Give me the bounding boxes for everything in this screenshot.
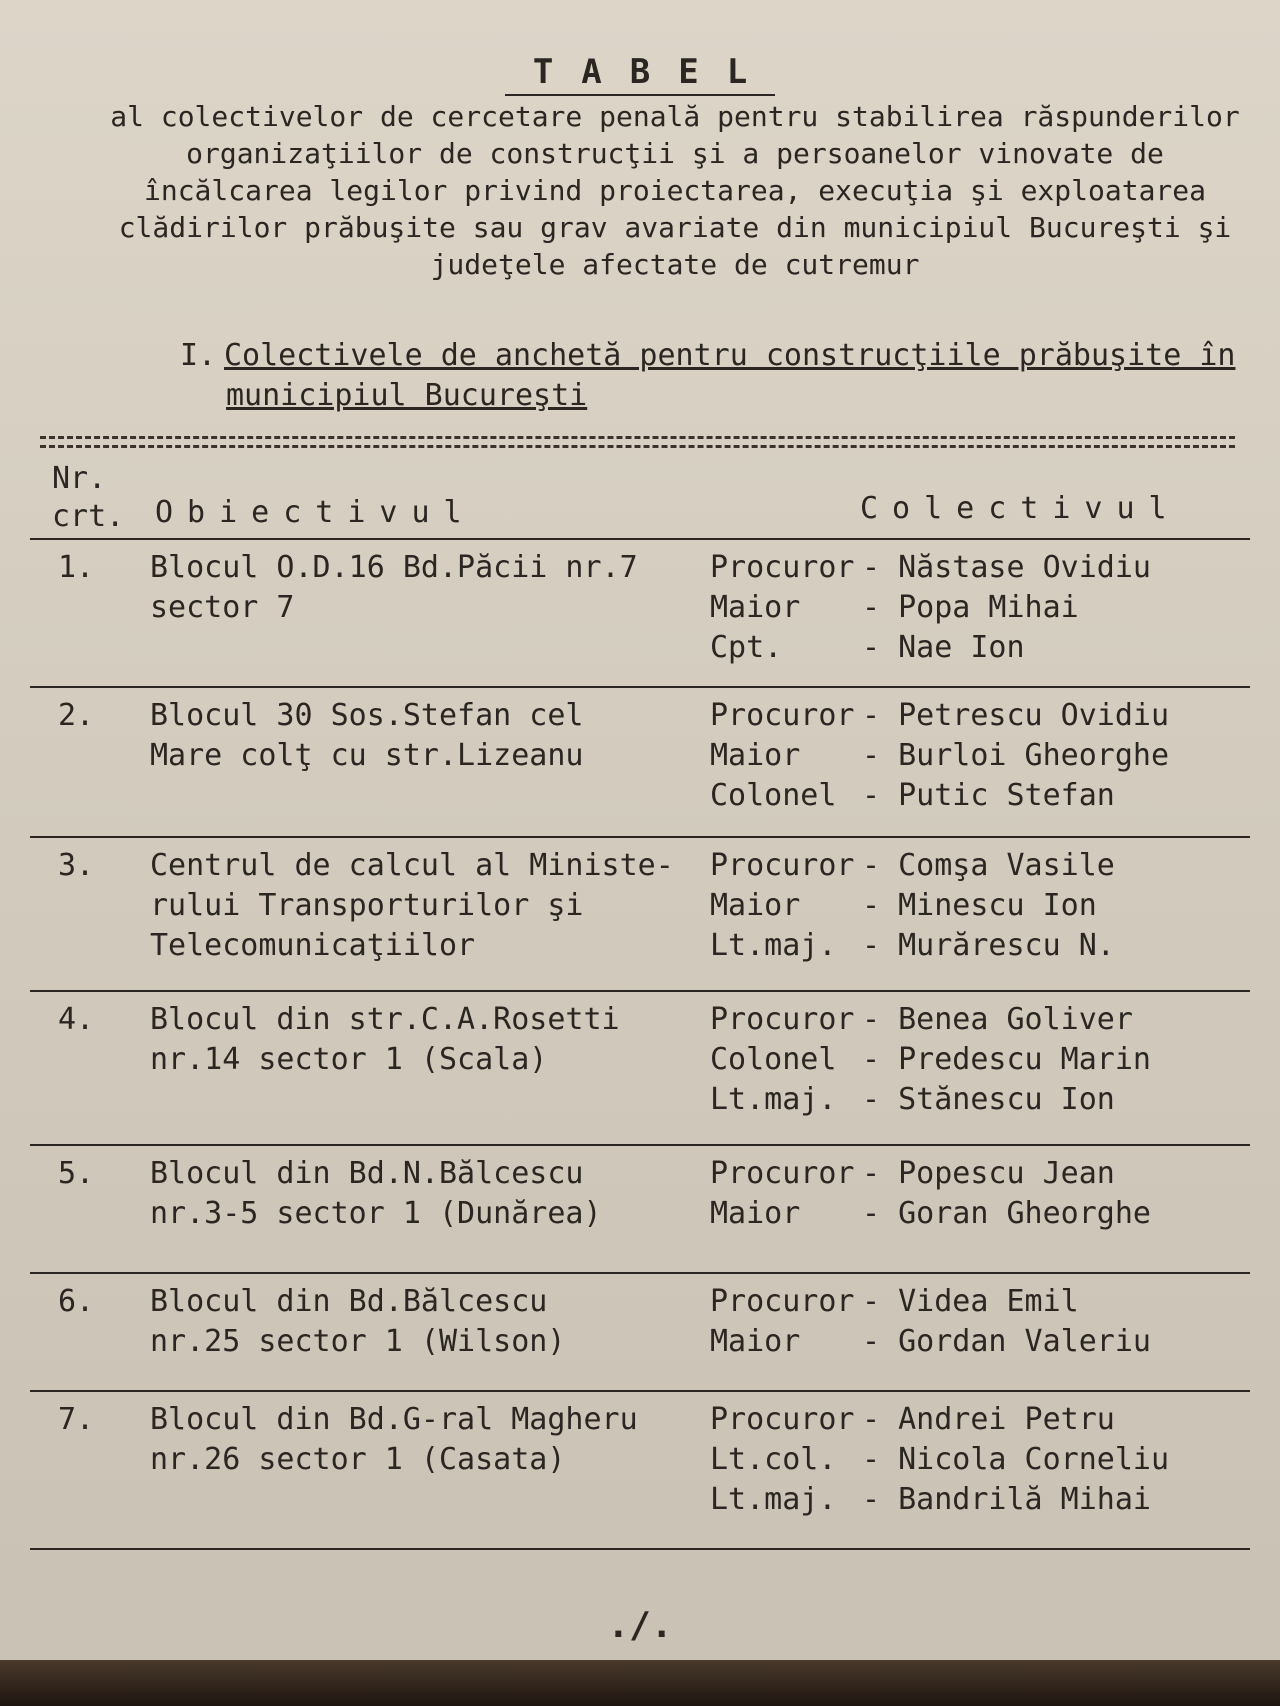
member-rank: Procuror — [710, 698, 855, 733]
objective-line: sector 7 — [150, 590, 295, 625]
row-number: 1. — [58, 550, 95, 585]
row-objective — [150, 846, 710, 966]
row-ranks — [710, 1282, 855, 1362]
row-ranks — [710, 696, 855, 816]
row-number: 7. — [58, 1402, 95, 1437]
member-name: - Benea Goliver — [862, 1002, 1133, 1037]
section-title-line-1: Colectivele de anchetă pentru construcţiile prăbuşite în — [224, 338, 1236, 373]
member-name: - Predescu Marin — [862, 1042, 1151, 1077]
member-rank: Colonel — [710, 778, 837, 813]
member-name: - Murărescu N. — [862, 928, 1115, 963]
member-rank: Maior — [710, 1196, 801, 1231]
member-name: - Putic Stefan — [862, 778, 1115, 813]
member-name: - Videa Emil — [862, 1284, 1079, 1319]
member-rank: Lt.maj. — [710, 1482, 837, 1517]
row-divider — [30, 1144, 1250, 1146]
row-objective — [150, 1400, 710, 1480]
row-number: 5. — [58, 1156, 95, 1191]
row-divider — [30, 1272, 1250, 1274]
section-title-line-2: municipiul Bucureşti — [226, 378, 588, 413]
objective-line: nr.25 sector 1 (Wilson) — [150, 1324, 566, 1359]
member-name: - Nicola Corneliu — [862, 1442, 1170, 1477]
row-divider — [30, 1390, 1250, 1392]
member-rank: Procuror — [710, 1402, 855, 1437]
row-number: 4. — [58, 1002, 95, 1037]
member-rank: Maior — [710, 1324, 801, 1359]
member-rank: Cpt. — [710, 630, 783, 665]
row-divider — [30, 686, 1250, 688]
row-objective — [150, 548, 710, 628]
member-name: - Bandrilă Mihai — [862, 1482, 1151, 1517]
member-name: - Nae Ion — [862, 630, 1025, 665]
row-ranks — [710, 1154, 855, 1234]
objective-line: Centrul de calcul al Ministe- — [150, 848, 674, 883]
row-names — [862, 696, 1169, 816]
member-rank: Lt.col. — [710, 1442, 837, 1477]
header-rule — [30, 538, 1250, 540]
title-text: TABEL — [505, 52, 775, 96]
member-rank: Maior — [710, 590, 801, 625]
member-rank: Lt.maj. — [710, 1082, 837, 1117]
member-name: - Minescu Ion — [862, 888, 1097, 923]
row-objective — [150, 1154, 710, 1234]
section-heading — [180, 336, 1235, 416]
member-rank: Procuror — [710, 1156, 855, 1191]
row-names — [862, 1154, 1151, 1234]
member-name: - Andrei Petru — [862, 1402, 1115, 1437]
row-divider — [30, 836, 1250, 838]
row-ranks — [710, 548, 855, 668]
objective-line: nr.26 sector 1 (Casata) — [150, 1442, 566, 1477]
row-objective — [150, 1000, 710, 1080]
header-nr-line-2: crt. — [52, 499, 125, 534]
member-name: - Popa Mihai — [862, 590, 1079, 625]
document-subtitle: al colectivelor de cercetare penală pentru stabilirea răspunderilor organizaţiilor de construcţii şi a persoanelor vinovate de încălcarea legilor privind proiectarea, execuţia şi exploatarea clădirilor prăbuşite sau grav avariate din municipiul Bucureşti şi judeţele afectate de cutremur — [110, 100, 1240, 281]
row-number: 2. — [58, 698, 95, 733]
row-names — [862, 1282, 1151, 1362]
member-name: - Popescu Jean — [862, 1156, 1115, 1191]
row-ranks — [710, 1000, 855, 1120]
objective-line: Blocul din Bd.N.Bălcescu — [150, 1156, 584, 1191]
header-nr-line-1: Nr. — [52, 461, 107, 496]
member-rank: Procuror — [710, 1002, 855, 1037]
objective-line: Blocul 30 Sos.Stefan cel — [150, 698, 584, 733]
row-names — [862, 1400, 1169, 1520]
member-name: - Comşa Vasile — [862, 848, 1115, 883]
document-title — [0, 52, 1280, 92]
row-ranks — [710, 1400, 855, 1520]
objective-line: Mare colţ cu str.Lizeanu — [150, 738, 584, 773]
column-header-nr — [52, 460, 124, 536]
objective-line: Telecomunicaţiilor — [150, 928, 476, 963]
member-rank: Colonel — [710, 1042, 837, 1077]
member-rank: Procuror — [710, 550, 855, 585]
member-rank: Lt.maj. — [710, 928, 837, 963]
page-continuation-mark: ./. — [607, 1605, 673, 1646]
member-rank: Procuror — [710, 848, 855, 883]
row-objective — [150, 1282, 710, 1362]
member-name: - Stănescu Ion — [862, 1082, 1115, 1117]
member-name: - Gordan Valeriu — [862, 1324, 1151, 1359]
row-divider — [30, 1548, 1250, 1550]
objective-line: Blocul O.D.16 Bd.Păcii nr.7 — [150, 550, 638, 585]
member-rank: Maior — [710, 738, 801, 773]
member-name: - Goran Gheorghe — [862, 1196, 1151, 1231]
row-objective — [150, 696, 710, 776]
objective-line: Blocul din Bd.Bălcescu — [150, 1284, 548, 1319]
row-divider — [30, 990, 1250, 992]
objective-line: rului Transporturilor şi — [150, 888, 584, 923]
column-header-obiectivul: Obiectivul — [155, 495, 476, 530]
row-number: 3. — [58, 848, 95, 883]
member-rank: Maior — [710, 888, 801, 923]
double-rule-divider — [40, 436, 1235, 448]
row-ranks — [710, 846, 855, 966]
row-names — [862, 846, 1115, 966]
row-names — [862, 548, 1151, 668]
table-surface — [0, 1660, 1280, 1706]
member-rank: Procuror — [710, 1284, 855, 1319]
row-number: 6. — [58, 1284, 95, 1319]
member-name: - Petrescu Ovidiu — [862, 698, 1170, 733]
row-names — [862, 1000, 1151, 1120]
member-name: - Burloi Gheorghe — [862, 738, 1170, 773]
column-header-colectivul: Colectivul — [860, 491, 1181, 526]
objective-line: Blocul din Bd.G-ral Magheru — [150, 1402, 638, 1437]
objective-line: Blocul din str.C.A.Rosetti — [150, 1002, 620, 1037]
objective-line: nr.14 sector 1 (Scala) — [150, 1042, 548, 1077]
section-number: I. — [180, 338, 217, 373]
member-name: - Năstase Ovidiu — [862, 550, 1151, 585]
objective-line: nr.3-5 sector 1 (Dunărea) — [150, 1196, 602, 1231]
